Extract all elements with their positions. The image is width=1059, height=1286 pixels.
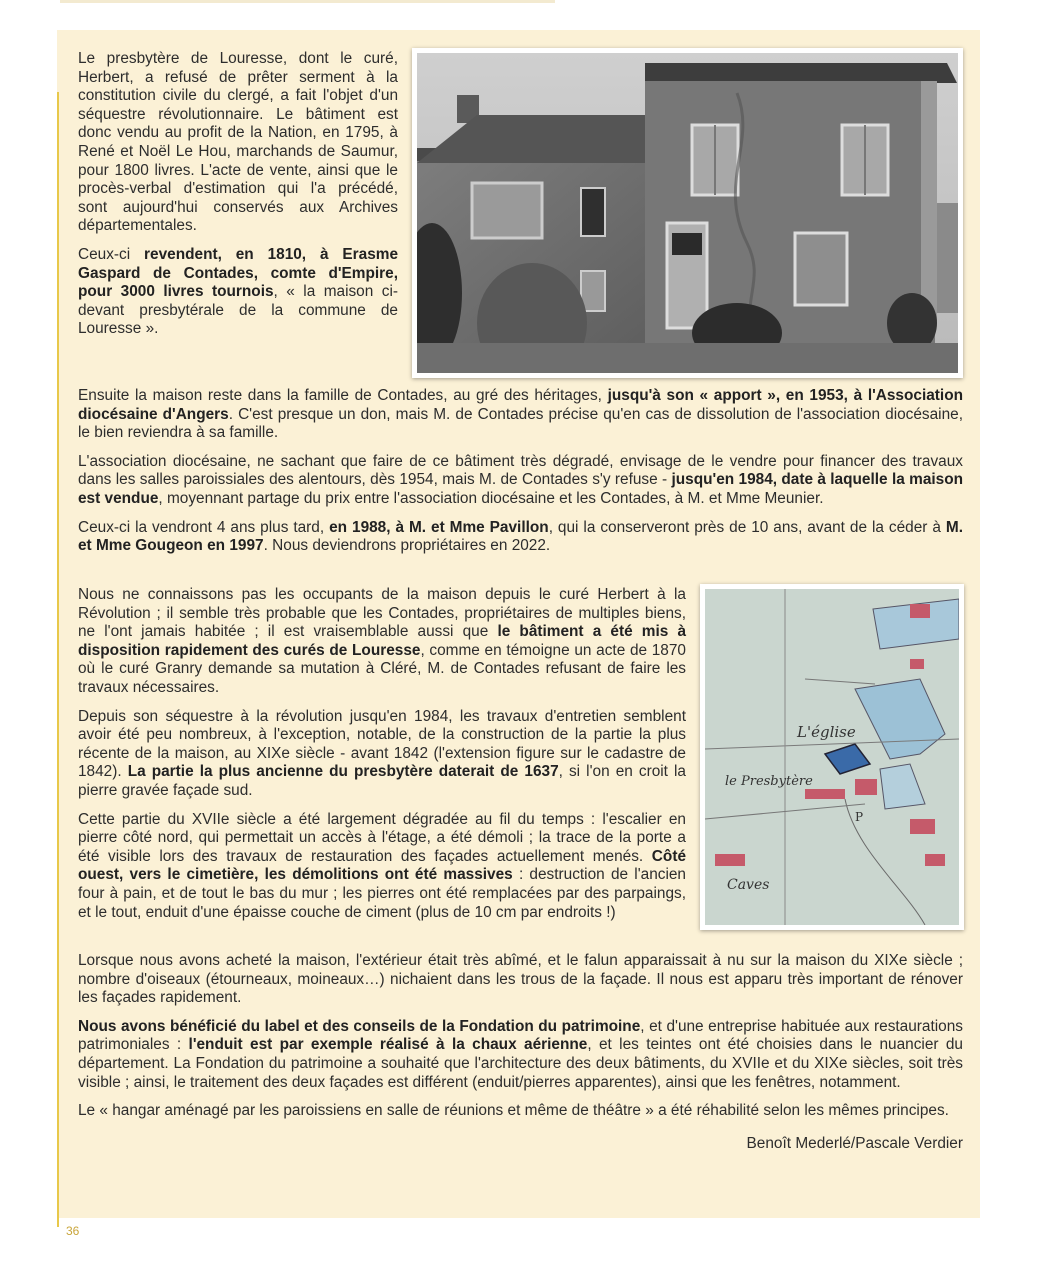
paragraph-7: Depuis son séquestre à la révolution jusqu'en 1984, les travaux d'entretien semblent avoir été peu nombreux, à l'exception, notable, de la construction de la partie la plus récente de la maison, au XIXe siècle - avant 1842 (l'extension figure sur le cadastre de 1842). La partie la plus ancienne du presbytère daterait de 1637, si l'on en croit la pierre gravée façade sud. (78, 707, 686, 799)
text-column-middle (78, 586, 686, 932)
presbytery-photo (412, 48, 963, 378)
top-rule (60, 0, 555, 3)
cadastre-map (700, 584, 964, 930)
paragraph-1: Le presbytère de Louresse, dont le curé, Herbert, a refusé de prêter serment à la constitution civile du clergé, a fait l'objet d'un séquestre révolutionnaire. Le bâtiment est donc vendu au profit de la Nation, en 1795, à René et Noël Le Hou, marchands de Saumur, pour 1800 livres. L'acte de vente, ainsi que le procès-verbal d'estimation qui l'a précédé, sont aujourd'hui conservés aux Archives départementales. (78, 50, 398, 235)
paragraph-6: Nous ne connaissons pas les occupants de la maison depuis le curé Herbert à la Révolution ; il semble très probable que les Contades, propriétaires de multiples biens, ne l'ont jamais habitée ; il est vraisemblable aussi que le bâtiment a été mis à disposition rapidement des curés de Louresse, comme en témoigne un acte de 1870 où le curé Granry demande sa mutation à Cléré, M. de Contades refusant de faire les travaux nécessaires. (78, 586, 687, 696)
map-label-eglise: L'église (797, 723, 856, 741)
signature: Benoît Mederlé/Pascale Verdier (746, 1134, 963, 1152)
paragraph-9: Lorsque nous avons acheté la maison, l'extérieur était très abîmé, et le falun apparaissait à nu sur la maison du XIXe siècle ; nombre d'oiseaux (étourneaux, moineaux…) nichaient dans les trous de la façade. Il nous est apparu très important de rénover les façades rapidement. (78, 952, 963, 1007)
map-label-caves: Caves (727, 877, 770, 893)
text-column-top (78, 50, 398, 349)
paragraph-5: Ceux-ci la vendront 4 ans plus tard, en 1988, à M. et Mme Pavillon, qui la conserveront près de 10 ans, avant de la céder à M. et Mme Gougeon en 1997. Nous deviendrons propriétaires en 2022. (78, 518, 963, 555)
paragraph-10: Nous avons bénéficié du label et des conseils de la Fondation du patrimoine, et d'une entreprise habituée aux restaurations patrimoniales : l'enduit est par exemple réalisé à la chaux aérienne, et les teintes ont été choisies dans le nuancier du département. La Fondation du patrimoine a souhaité que l'architecture des deux bâtiments, du XVIIe et du XIXe siècles, soit très visible ; ainsi, le traitement des deux façades est différent (enduit/pierres apparentes), ainsi que les fenêtres, notamment. (78, 1017, 963, 1091)
paragraph-3: Ensuite la maison reste dans la famille de Contades, au gré des héritages, jusqu'à son « apport », en 1953, à l'Association diocésaine d'Angers. C'est presque un don, mais M. de Contades précise qu'en cas de dissolution de l'association diocésaine, le bien reviendra à sa famille. (78, 387, 963, 442)
map-label-p: P (855, 810, 864, 824)
page-number: 36 (66, 1224, 80, 1238)
paragraph-11: Le « hangar aménagé par les paroissiens en salle de réunions et même de théâtre » a été réhabilité selon les mêmes principes. (78, 1102, 949, 1120)
paragraph-4: L'association diocésaine, ne sachant que faire de ce bâtiment très dégradé, envisage de le vendre pour financer des travaux dans les salles paroissiales des alentours, dès 1954, mais M. de Contades s'y refuse - jusqu'en 1984, date à laquelle la maison est vendue, moyennant partage du prix entre l'association diocésaine et les Contades, à M. et Mme Meunier. (78, 452, 964, 507)
accent-bar (57, 92, 59, 1227)
text-full-width-2 (78, 952, 963, 1153)
paragraph-8: Cette partie du XVIIe siècle a été largement dégradée au fil du temps : l'escalier en pierre côté nord, qui permettait un accès à l'étage, a été démoli ; la trace de la porte a été visible lors des travaux de restauration des façades actuellement menés. Côté ouest, vers le cimetière, les démolitions ont été massives : destruction de l'ancien four à pain, et de tout le bas du mur ; les pierres ont été remplacées par des parpaings, et le tout, enduit d'une épaisse couche de ciment (plus de 10 cm par endroits !) (78, 810, 686, 921)
paragraph-2: Ceux-ci revendent, en 1810, à Erasme Gaspard de Contades, comte d'Empire, pour 3000 livres tournois, « la maison ci-devant presbytérale de la commune de Louresse ». (78, 245, 398, 338)
map-label-presbytere: le Presbytère (725, 774, 813, 789)
text-full-width-1 (78, 387, 963, 566)
